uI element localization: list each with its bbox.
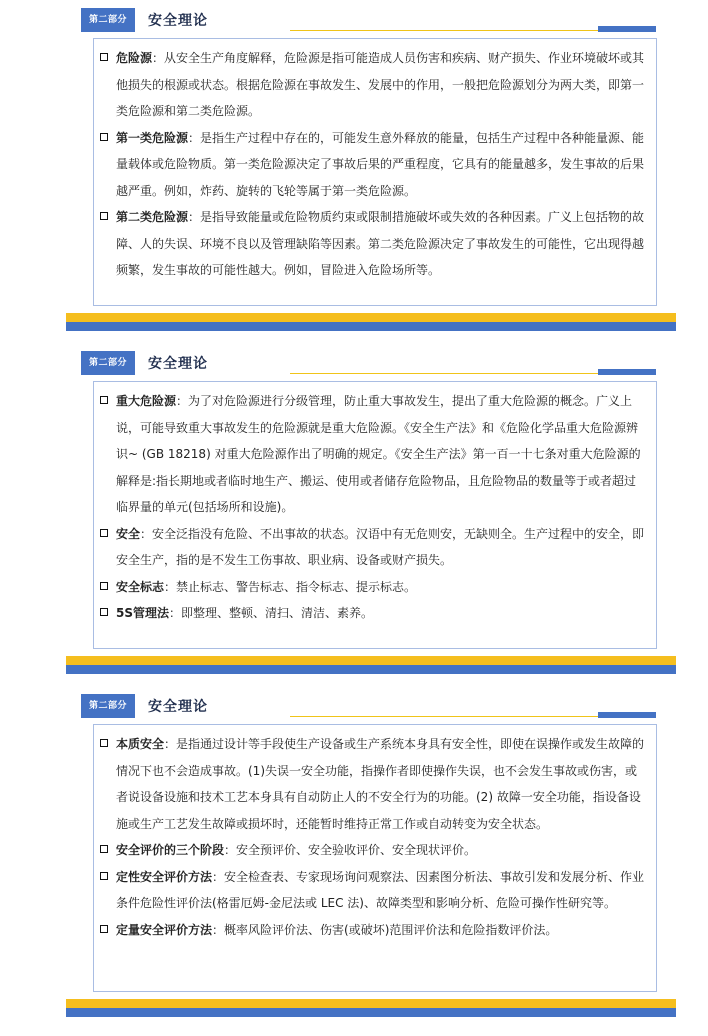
list-item — [100, 917, 648, 944]
footer-bar-blue — [66, 322, 676, 331]
list-item — [100, 388, 648, 521]
footer-bar-blue — [66, 1008, 676, 1017]
list-item — [100, 521, 648, 574]
item-term: 本质安全 — [116, 737, 165, 751]
title-divider — [290, 373, 630, 374]
item-text: ：是指导致能量或危险物质约束或限制措施破坏或失效的各种因素。广义上包括物的故障、人的失误、环境不良以及管理缺陷等因素。第二类危险源决定了事故发生的可能性，它出现得越频繁，发生事故的可能性越大。例如，冒险进入危险场所等。 — [116, 210, 645, 277]
title-accent-bar — [598, 26, 656, 32]
item-text: ：安全检查表、专家现场询问观察法、因素图分析法、事故引发和发展分析、作业条件危险性评价法(格雷厄姆-金尼法或 LEC 法)、故障类型和影响分析、危险可操作性研究等。 — [116, 869, 645, 910]
checkbox-bullet-icon — [100, 582, 108, 590]
item-text: ：是指生产过程中存在的，可能发生意外释放的能量，包括生产过程中各种能量源、能量载体或危险物质。第一类危险源决定了事故后果的严重程度，它具有的能量越多，发生事故的后果越严重。例如，炸药、旋转的飞轮等属于第一类危险源。 — [116, 130, 645, 198]
checkbox-bullet-icon — [100, 739, 108, 747]
content-box — [93, 381, 657, 649]
title-accent-bar — [598, 712, 656, 718]
item-text: ：是指通过设计等手段使生产设备或生产系统本身具有安全性，即使在误操作或发生故障的情况下也不会造成事故。(1)失误一安全功能，指操作者即使操作失误，也不会发生事故或伤害，或者说设备设施和技术工艺本身具有自动防止人的不安全行为的功能。(2) 故障一安全功能，指设备设施或生产工艺发生故障或损坏时，还能暂时维持正常工作或自动转变为安全状态。 — [116, 737, 645, 831]
footer-bar-yellow — [66, 656, 676, 665]
item-term: 第一类危险源 — [116, 130, 189, 145]
list-item — [100, 600, 648, 627]
checkbox-bullet-icon — [100, 925, 108, 933]
list-item — [100, 45, 648, 125]
item-text: ：安全泛指没有危险、不出事故的状态。汉语中有无危则安，无缺则全。生产过程中的安全，即安全生产，指的是不发生工伤事故、职业病、设备或财产损失。 — [116, 526, 645, 567]
item-term: 安全评价的三个阶段 — [116, 843, 225, 857]
list-item — [100, 731, 648, 837]
list-item — [100, 204, 648, 284]
title-divider — [290, 716, 630, 717]
slide-title: 安全理论 — [148, 13, 208, 29]
footer-bar-yellow — [66, 999, 676, 1008]
content-box — [93, 724, 657, 992]
checkbox-bullet-icon — [100, 133, 108, 141]
section-tag: 第二部分 — [81, 8, 135, 32]
slide-title: 安全理论 — [148, 699, 208, 715]
slide-title: 安全理论 — [148, 356, 208, 372]
section-tag: 第二部分 — [81, 351, 135, 375]
item-text: ：概率风险评价法、伤害(或破坏)范围评价法和危险指数评价法。 — [212, 922, 558, 937]
checkbox-bullet-icon — [100, 845, 108, 853]
item-term: 安全标志 — [116, 579, 165, 594]
item-term: 5S管理法 — [116, 606, 169, 620]
checkbox-bullet-icon — [100, 608, 108, 616]
list-item — [100, 837, 648, 864]
checkbox-bullet-icon — [100, 212, 108, 220]
item-text: ：即整理、整顿、清扫、清洁、素养。 — [169, 606, 374, 620]
checkbox-bullet-icon — [100, 529, 108, 537]
item-term: 危险源 — [116, 51, 153, 65]
list-item — [100, 125, 648, 205]
footer-bar-blue — [66, 665, 676, 674]
item-text: ：从安全生产角度解释，危险源是指可能造成人员伤害和疾病、财产损失、作业环境破坏或其他损失的根源或状态。根据危险源在事故发生、发展中的作用，一般把危险源划分为两大类，即第一类危险源和第二类危险源。 — [116, 51, 645, 118]
list-item — [100, 574, 648, 601]
item-text: ：禁止标志、警告标志、指令标志、提示标志。 — [164, 579, 417, 594]
item-text: ：安全预评价、安全验收评价、安全现状评价。 — [224, 843, 477, 857]
content-box — [93, 38, 657, 306]
section-tag: 第二部分 — [81, 694, 135, 718]
title-divider — [290, 30, 630, 31]
item-term: 重大危险源 — [116, 394, 177, 408]
item-term: 定性安全评价方法 — [116, 869, 213, 884]
item-term: 定量安全评价方法 — [116, 922, 213, 937]
item-term: 第二类危险源 — [116, 210, 189, 224]
item-text: ：为了对危险源进行分级管理，防止重大事故发生，提出了重大危险源的概念。广义上说，可能导致重大事故发生的危险源就是重大危险源。《安全生产法》和《危险化学品重大危险源辨识~ (GB 18218) 对重大危险源作出了明确的规定。《安全生产法》第一百一十七条对重大危险源的解释是:指长期地或者临时地生产、搬运、使用或者储存危险物品，且危险物品的数量等于或者超过临界量的单元(包括场所和设施)。 — [116, 394, 641, 514]
checkbox-bullet-icon — [100, 396, 108, 404]
checkbox-bullet-icon — [100, 53, 108, 61]
item-term: 安全 — [116, 526, 141, 541]
checkbox-bullet-icon — [100, 872, 108, 880]
title-accent-bar — [598, 369, 656, 375]
list-item — [100, 864, 648, 917]
footer-bar-yellow — [66, 313, 676, 322]
